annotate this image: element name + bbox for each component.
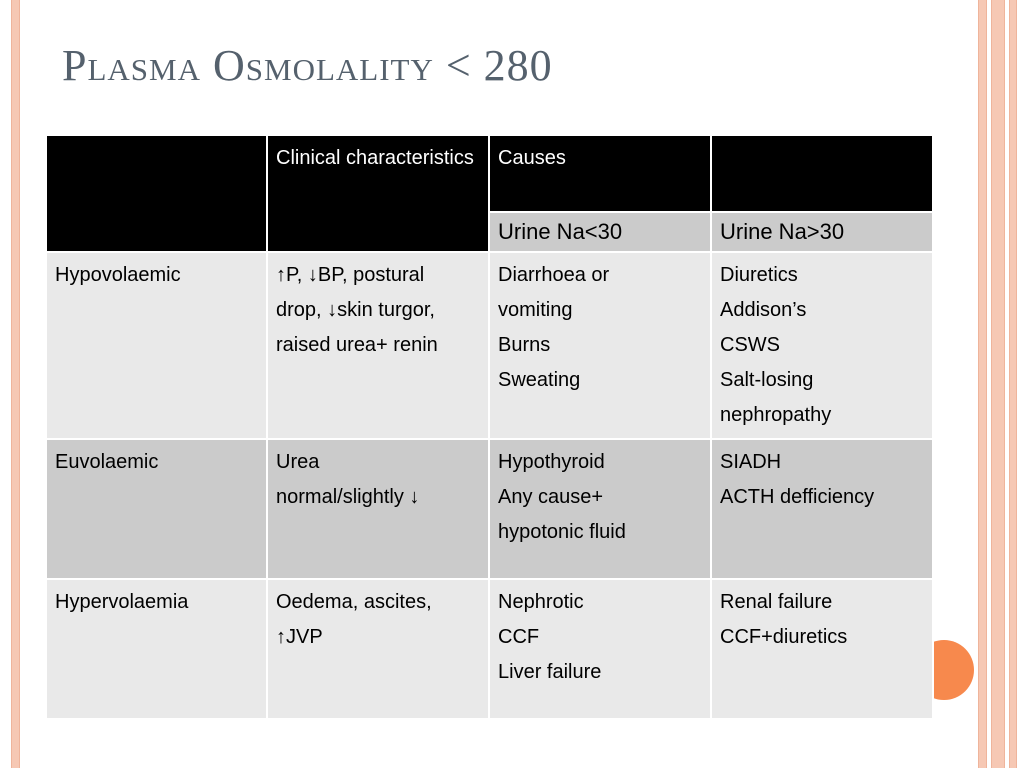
header-urine-high: Urine Na>30: [711, 212, 933, 252]
urine-high-cell: [711, 579, 933, 719]
urine-low-cell: [489, 439, 711, 579]
cell-line: Hypothyroid: [498, 451, 605, 473]
cell-line: normal/slightly ↓: [276, 486, 420, 508]
header-clinical: Clinical characteristics: [267, 135, 489, 252]
header-empty-cell: [46, 135, 267, 252]
cell-line: CCF+diuretics: [720, 626, 848, 648]
cell-line: nephropathy: [720, 404, 832, 426]
cell-line: ↑P, ↓BP, postural: [276, 264, 425, 286]
cell-line: CSWS: [720, 334, 780, 356]
cell-line: Addison’s: [720, 299, 807, 321]
urine-high-cell: [711, 439, 933, 579]
right-decorative-stripe: [991, 0, 1005, 768]
cell-line: vomiting: [498, 299, 573, 321]
slide-title: Plasma Osmolality < 280: [62, 41, 553, 90]
row-label: Hypervolaemia: [46, 579, 267, 719]
table-header-row: [46, 135, 933, 212]
cell-line: Urea: [276, 451, 320, 473]
right-decorative-stripe: [1009, 0, 1017, 768]
clinical-cell: [267, 252, 489, 439]
cell-line: Nephrotic: [498, 591, 584, 613]
cell-line: ACTH defficiency: [720, 486, 875, 508]
cell-line: Liver failure: [498, 661, 602, 683]
table-row: [46, 252, 933, 439]
row-label: Hypovolaemic: [46, 252, 267, 439]
cell-line: raised urea+ renin: [276, 334, 438, 356]
right-decorative-stripe: [978, 0, 987, 768]
urine-high-cell: [711, 252, 933, 439]
urine-low-cell: [489, 252, 711, 439]
header-causes: Causes: [489, 135, 711, 212]
cell-line: Sweating: [498, 369, 581, 391]
cell-line: hypotonic fluid: [498, 521, 626, 543]
clinical-cell: [267, 579, 489, 719]
left-decorative-stripe: [11, 0, 20, 768]
cell-line: ↑JVP: [276, 626, 323, 648]
cell-line: Diarrhoea or: [498, 264, 610, 286]
cell-line: Salt-losing: [720, 369, 814, 391]
osmolality-table: [45, 134, 934, 720]
cell-line: Diuretics: [720, 264, 798, 286]
cell-line: Oedema, ascites,: [276, 591, 432, 613]
urine-low-cell: [489, 579, 711, 719]
header-empty-cell: [711, 135, 933, 212]
table-row: [46, 579, 933, 719]
header-urine-low: Urine Na<30: [489, 212, 711, 252]
cell-line: Any cause+: [498, 486, 604, 508]
cell-line: Burns: [498, 334, 551, 356]
cell-line: SIADH: [720, 451, 782, 473]
cell-line: CCF: [498, 626, 540, 648]
table-row: [46, 439, 933, 579]
cell-line: Renal failure: [720, 591, 833, 613]
cell-line: drop, ↓skin turgor,: [276, 299, 435, 321]
row-label: Euvolaemic: [46, 439, 267, 579]
clinical-cell: [267, 439, 489, 579]
